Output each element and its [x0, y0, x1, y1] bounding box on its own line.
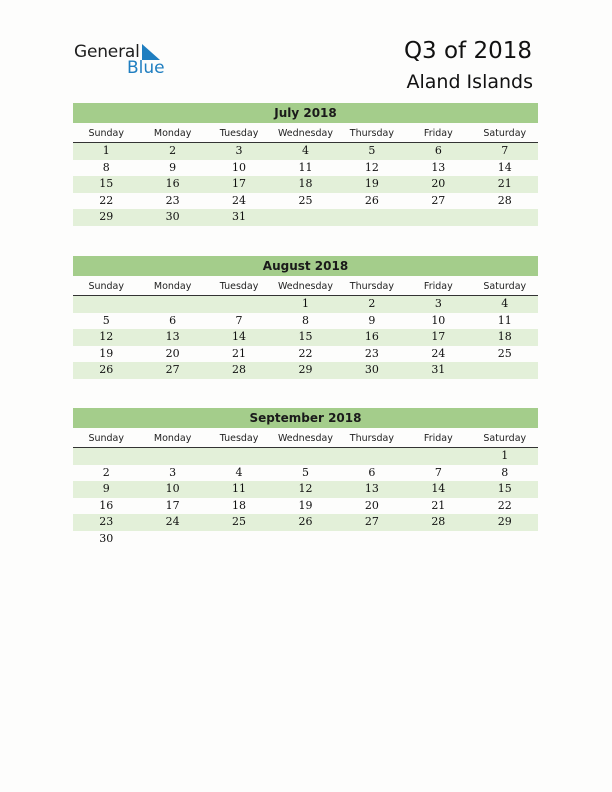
day-cell: 11 [497, 313, 512, 327]
day-cell [139, 448, 205, 465]
day-cell: 16 [99, 498, 114, 512]
day-cell: 20 [364, 498, 379, 512]
day-cell: 11 [298, 160, 313, 174]
day-cell: 11 [232, 482, 247, 496]
day-cell [206, 296, 272, 313]
day-cell [73, 296, 139, 313]
day-cell: 21 [497, 177, 512, 191]
month-weeks [73, 448, 538, 548]
weekday-label: Monday [153, 128, 192, 139]
day-cell: 30 [364, 363, 379, 377]
weekday-header-row [73, 430, 538, 448]
day-cell [472, 531, 538, 548]
day-cell: 26 [99, 363, 114, 377]
day-cell: 27 [431, 193, 446, 207]
day-cell: 6 [368, 465, 376, 479]
day-cell: 15 [298, 330, 313, 344]
weekday-header-row [73, 278, 538, 296]
day-cell [339, 531, 405, 548]
day-cell: 2 [368, 297, 376, 310]
weekday-label: Friday [423, 433, 453, 444]
day-cell: 12 [298, 482, 313, 496]
day-cell: 16 [364, 330, 379, 344]
weekday-label: Tuesday [219, 433, 259, 444]
day-cell: 18 [497, 330, 512, 344]
weekday-label: Saturday [483, 433, 527, 444]
day-cell: 30 [99, 531, 114, 545]
month-weeks [73, 143, 538, 226]
day-cell: 13 [165, 330, 180, 344]
day-cell: 23 [165, 193, 180, 207]
week-row [73, 448, 538, 465]
day-cell: 23 [364, 346, 379, 360]
day-cell [272, 448, 338, 465]
day-cell [472, 209, 538, 226]
day-cell: 17 [431, 330, 446, 344]
day-cell: 6 [169, 313, 177, 327]
day-cell: 13 [431, 160, 446, 174]
day-cell: 1 [102, 144, 110, 157]
day-cell [73, 448, 139, 465]
day-cell: 26 [364, 193, 379, 207]
day-cell [272, 531, 338, 548]
week-row [73, 498, 538, 515]
logo-word-general: General [74, 42, 140, 62]
day-cell: 5 [301, 465, 309, 479]
weekday-label: Friday [423, 281, 453, 292]
week-row [73, 481, 538, 498]
day-cell: 3 [235, 144, 243, 157]
day-cell: 14 [431, 482, 446, 496]
day-cell: 17 [232, 177, 247, 191]
day-cell: 31 [232, 210, 247, 224]
weekday-label: Monday [153, 281, 192, 292]
day-cell: 28 [232, 363, 247, 377]
day-cell: 17 [165, 498, 180, 512]
day-cell: 4 [235, 465, 243, 479]
day-cell: 22 [99, 193, 114, 207]
day-cell: 18 [298, 177, 313, 191]
day-cell [206, 448, 272, 465]
day-cell: 22 [298, 346, 313, 360]
page-title: Q3 of 2018 [403, 38, 532, 64]
weekday-label: Saturday [483, 281, 527, 292]
day-cell: 20 [431, 177, 446, 191]
day-cell [272, 209, 338, 226]
day-cell: 2 [102, 465, 110, 479]
weekday-label: Thursday [349, 128, 394, 139]
day-cell: 14 [497, 160, 512, 174]
day-cell [139, 296, 205, 313]
day-cell: 31 [431, 363, 446, 377]
day-cell: 24 [165, 515, 180, 529]
week-row [73, 465, 538, 482]
weekday-label: Wednesday [277, 281, 333, 292]
day-cell: 5 [102, 313, 110, 327]
day-cell: 24 [232, 193, 247, 207]
weekday-label: Tuesday [219, 281, 259, 292]
day-cell: 28 [431, 515, 446, 529]
day-cell: 16 [165, 177, 180, 191]
day-cell: 1 [501, 449, 509, 462]
week-row [73, 143, 538, 160]
day-cell: 6 [434, 144, 442, 157]
weekday-label: Saturday [483, 128, 527, 139]
weekday-label: Thursday [349, 281, 394, 292]
day-cell: 9 [368, 313, 376, 327]
day-cell: 29 [298, 363, 313, 377]
day-cell: 29 [99, 210, 114, 224]
day-cell: 27 [364, 515, 379, 529]
month-header: July 2018 [73, 103, 538, 123]
day-cell: 4 [501, 297, 509, 310]
day-cell: 25 [232, 515, 247, 529]
day-cell: 20 [165, 346, 180, 360]
week-row [73, 514, 538, 531]
day-cell: 23 [99, 515, 114, 529]
day-cell: 5 [368, 144, 376, 157]
day-cell: 19 [364, 177, 379, 191]
weekday-header-row [73, 125, 538, 143]
day-cell: 18 [232, 498, 247, 512]
week-row [73, 176, 538, 193]
day-cell: 25 [497, 346, 512, 360]
day-cell [339, 448, 405, 465]
day-cell: 24 [431, 346, 446, 360]
day-cell [206, 531, 272, 548]
day-cell: 21 [232, 346, 247, 360]
logo-word-blue: Blue [127, 58, 165, 78]
page-subtitle: Aland Islands [406, 71, 533, 93]
day-cell: 22 [497, 498, 512, 512]
day-cell: 10 [165, 482, 180, 496]
day-cell [405, 209, 471, 226]
month-weeks [73, 296, 538, 379]
day-cell: 10 [232, 160, 247, 174]
weekday-label: Wednesday [277, 433, 333, 444]
day-cell: 13 [364, 482, 379, 496]
day-cell: 2 [169, 144, 177, 157]
day-cell: 19 [99, 346, 114, 360]
day-cell: 9 [169, 160, 177, 174]
day-cell: 21 [431, 498, 446, 512]
month-september [73, 408, 538, 548]
day-cell: 3 [434, 297, 442, 310]
weekday-label: Monday [153, 433, 192, 444]
weekday-label: Tuesday [219, 128, 259, 139]
day-cell [139, 531, 205, 548]
day-cell: 12 [364, 160, 379, 174]
day-cell: 9 [102, 482, 110, 496]
week-row [73, 160, 538, 177]
week-row [73, 531, 538, 548]
day-cell: 8 [501, 465, 509, 479]
day-cell: 10 [431, 313, 446, 327]
day-cell: 8 [301, 313, 309, 327]
week-row [73, 193, 538, 210]
day-cell: 8 [102, 160, 110, 174]
week-row [73, 329, 538, 346]
weekday-label: Wednesday [277, 128, 333, 139]
day-cell: 27 [165, 363, 180, 377]
day-cell: 26 [298, 515, 313, 529]
day-cell: 7 [235, 313, 243, 327]
day-cell [405, 448, 471, 465]
week-row [73, 209, 538, 226]
month-header: August 2018 [73, 256, 538, 276]
day-cell: 3 [169, 465, 177, 479]
day-cell: 7 [501, 144, 509, 157]
week-row [73, 362, 538, 379]
weekday-label: Sunday [88, 281, 124, 292]
month-august [73, 256, 538, 379]
weekday-label: Sunday [88, 128, 124, 139]
day-cell: 29 [497, 515, 512, 529]
day-cell: 1 [301, 297, 309, 310]
day-cell: 25 [298, 193, 313, 207]
day-cell [405, 531, 471, 548]
weekday-label: Friday [423, 128, 453, 139]
month-header: September 2018 [73, 408, 538, 428]
day-cell: 15 [99, 177, 114, 191]
month-july [73, 103, 538, 226]
day-cell: 4 [301, 144, 309, 157]
day-cell: 15 [497, 482, 512, 496]
generalblue-logo [74, 42, 184, 78]
day-cell: 14 [232, 330, 247, 344]
week-row [73, 296, 538, 313]
day-cell: 12 [99, 330, 114, 344]
day-cell [339, 209, 405, 226]
weekday-label: Sunday [88, 433, 124, 444]
weekday-label: Thursday [349, 433, 394, 444]
day-cell: 30 [165, 210, 180, 224]
day-cell [472, 362, 538, 379]
day-cell: 28 [497, 193, 512, 207]
week-row [73, 346, 538, 363]
day-cell: 7 [434, 465, 442, 479]
day-cell: 19 [298, 498, 313, 512]
week-row [73, 313, 538, 330]
